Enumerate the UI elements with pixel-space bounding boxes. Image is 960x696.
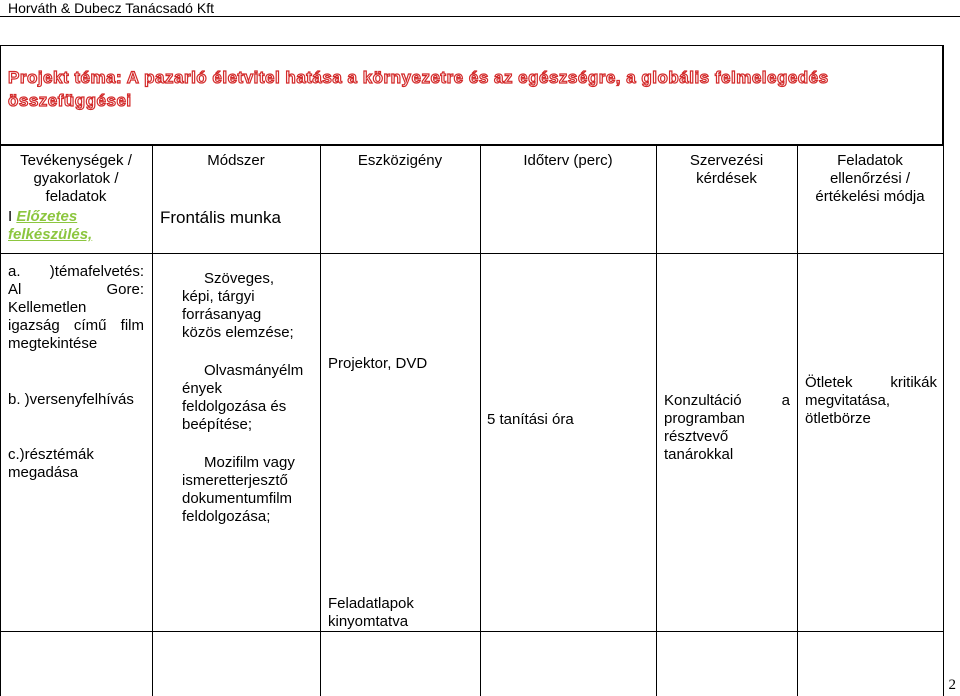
header-time: Időterv (perc) <box>523 152 613 169</box>
grid-line <box>0 631 943 632</box>
activity-a: a. )témafelvetés: Al Gore: Kellemetlen igazság című film megtekintése <box>8 263 144 352</box>
grid-line <box>480 145 481 696</box>
method-1: Szöveges, képi, tárgyi forrásanyag közös elemzése; <box>182 270 294 341</box>
header-evaluation: Feladatok ellenőrzési / értékelési módja <box>815 152 925 205</box>
activity-c: c.)résztémák megadása <box>8 446 94 481</box>
header-method: Módszer <box>207 152 265 169</box>
header-organization: Szervezési kérdések <box>689 152 764 187</box>
grid-line <box>0 145 1 696</box>
section-prefix: I <box>8 208 13 225</box>
header-tools: Eszközigény <box>357 152 443 169</box>
project-title: Projekt téma: A pazarló életvitel hatása a környezetre és az egészségre, a globális felmelegedés összefüggései <box>8 68 829 110</box>
time-plan: 5 tanítási óra <box>487 411 574 428</box>
grid-line <box>943 45 944 696</box>
method-3: Mozifilm vagy ismeretterjesztő dokumentumfilm feldolgozása; <box>182 454 295 525</box>
page-number: 2 <box>948 677 956 693</box>
activity-b: b. )versenyfelhívás <box>8 391 134 408</box>
header-rule <box>0 16 960 17</box>
company-name: Horváth & Dubecz Tanácsadó Kft <box>8 0 214 16</box>
grid-line <box>797 145 798 696</box>
grid-line <box>0 145 943 146</box>
grid-line <box>656 145 657 696</box>
evaluation-notes: Ötletek kritikák megvitatása, ötletbörze <box>805 374 937 427</box>
section-link-2[interactable]: felkészülés, <box>8 226 93 243</box>
grid-line <box>0 253 943 254</box>
section-link[interactable]: Előzetes <box>16 208 78 225</box>
tool-worksheets: Feladatlapok kinyomtatva <box>328 595 414 630</box>
section-method: Frontális munka <box>160 208 281 227</box>
grid-line <box>152 145 153 696</box>
tool-projector: Projektor, DVD <box>328 355 428 372</box>
header-activities: Tevékenységek / gyakorlatok / feladatok <box>20 152 132 205</box>
grid-line <box>320 145 321 696</box>
organization-notes: Konzultáció a programban résztvevő tanárokkal <box>664 392 790 463</box>
method-2: Olvasmányélm ények feldolgozása és beépítése; <box>182 362 304 433</box>
section-label <box>8 208 148 244</box>
